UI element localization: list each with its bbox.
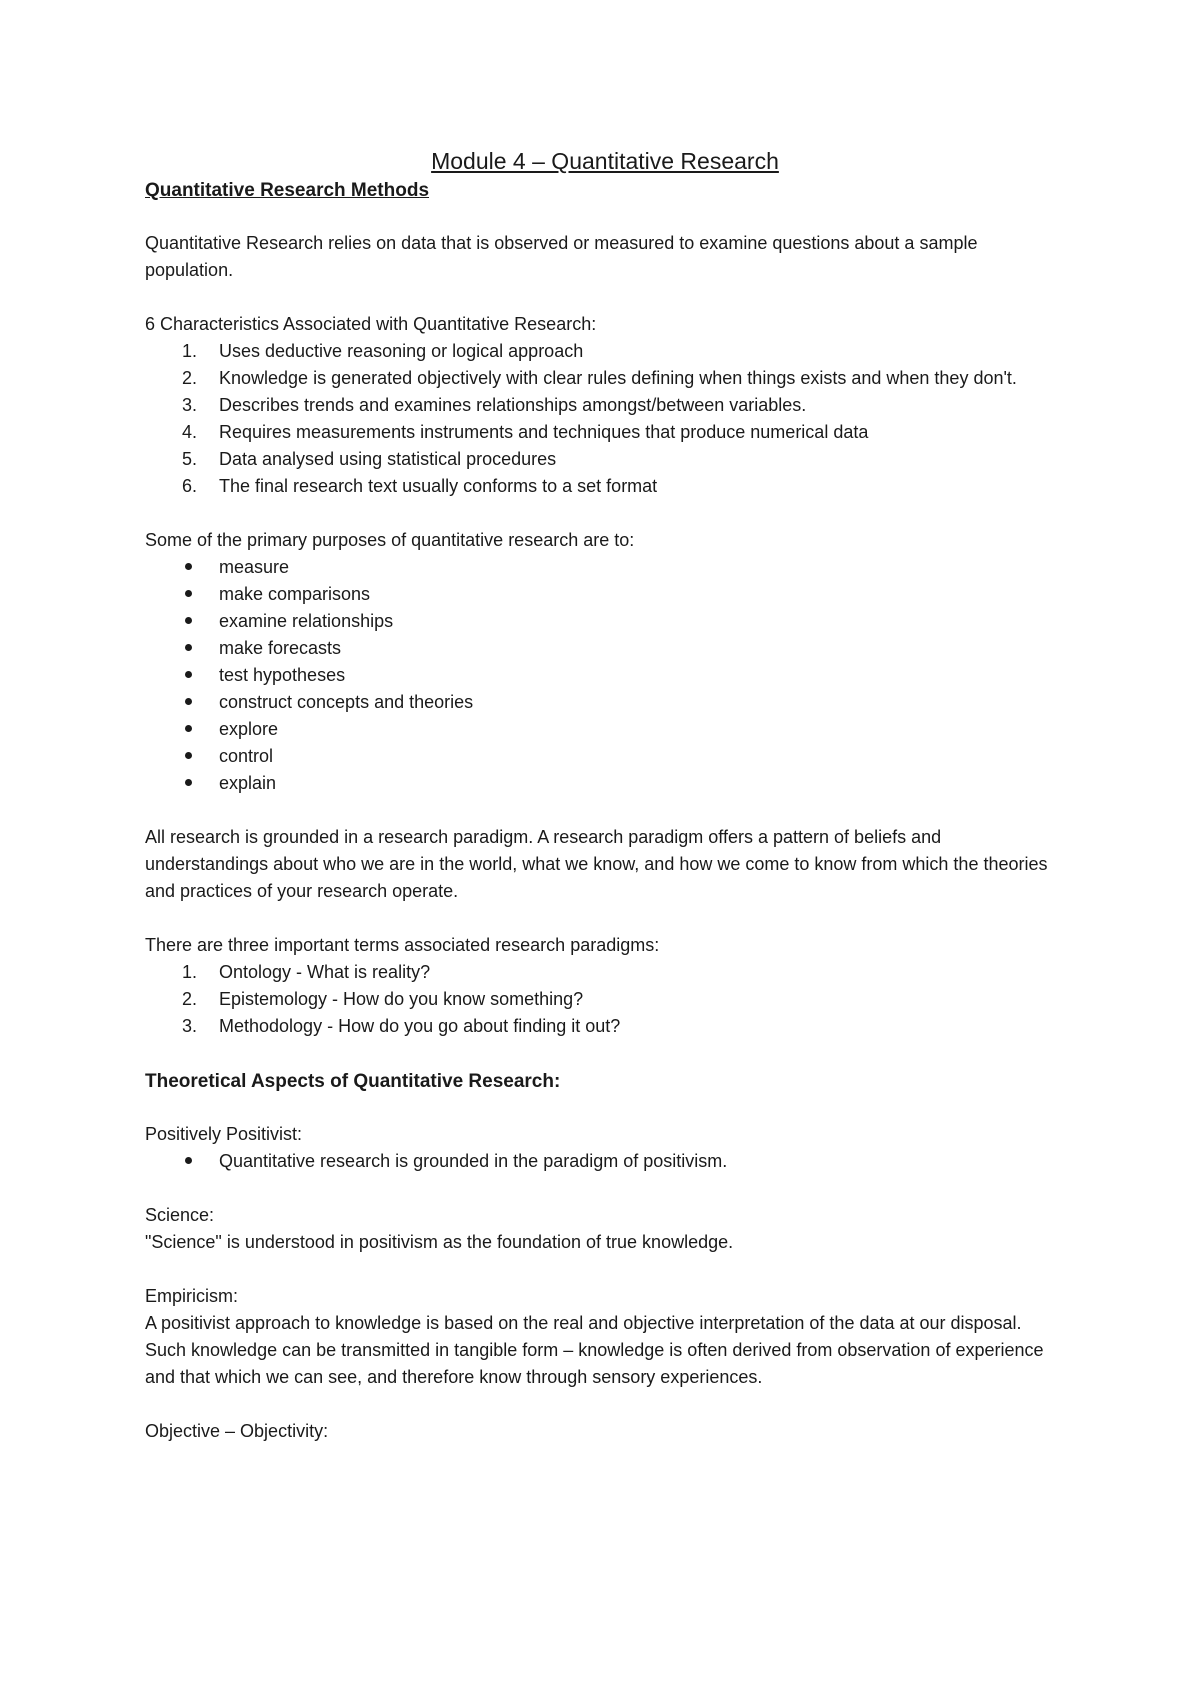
section-heading-methods: Quantitative Research Methods bbox=[145, 180, 430, 201]
list-item-text: Requires measurements instruments and techniques that produce numerical data bbox=[219, 422, 869, 442]
list-item-text: The final research text usually conforms to a set format bbox=[219, 476, 658, 496]
list-item bbox=[145, 1013, 1065, 1040]
list-item bbox=[145, 959, 1065, 986]
bullet-icon bbox=[185, 752, 192, 759]
list-item bbox=[145, 446, 1065, 473]
list-number: 6. bbox=[182, 476, 198, 496]
list-item-text: make forecasts bbox=[219, 638, 342, 658]
bullet-icon bbox=[185, 563, 192, 570]
list-number: 2. bbox=[182, 989, 198, 1009]
list-item bbox=[145, 554, 1065, 581]
bullet-icon bbox=[185, 671, 192, 678]
list-item-text: construct concepts and theories bbox=[219, 692, 474, 712]
list-item bbox=[145, 392, 1065, 419]
list-item bbox=[145, 1148, 1065, 1175]
purposes-heading: Some of the primary purposes of quantitative research are to: bbox=[145, 530, 635, 550]
terms-heading: There are three important terms associated research paradigms: bbox=[145, 935, 660, 955]
list-number: 3. bbox=[182, 1016, 198, 1036]
list-item-text: examine relationships bbox=[219, 611, 394, 631]
document-content bbox=[145, 146, 1065, 1445]
bullet-icon bbox=[185, 725, 192, 732]
list-item bbox=[145, 365, 1065, 392]
terms-list bbox=[145, 959, 1065, 1040]
list-item-text: make comparisons bbox=[219, 584, 371, 604]
purposes-list bbox=[145, 554, 1065, 797]
list-item bbox=[145, 662, 1065, 689]
section-heading-theory: Theoretical Aspects of Quantitative Research: bbox=[145, 1071, 561, 1092]
characteristics-list bbox=[145, 338, 1065, 500]
list-item bbox=[145, 716, 1065, 743]
list-item-text: explore bbox=[219, 719, 279, 739]
list-item-text: measure bbox=[219, 557, 290, 577]
list-item bbox=[145, 770, 1065, 797]
list-item bbox=[145, 743, 1065, 770]
bullet-icon bbox=[185, 590, 192, 597]
list-item-text: Uses deductive reasoning or logical approach bbox=[219, 341, 584, 361]
list-item bbox=[145, 689, 1065, 716]
list-item bbox=[145, 608, 1065, 635]
list-item-text: Knowledge is generated objectively with clear rules defining when things exists and when they don't. bbox=[219, 368, 1017, 388]
list-number: 2. bbox=[182, 368, 198, 388]
list-number: 4. bbox=[182, 422, 198, 442]
page-title: Module 4 – Quantitative Research bbox=[431, 148, 779, 174]
list-item bbox=[145, 581, 1065, 608]
list-number: 1. bbox=[182, 341, 198, 361]
positivist-label: Positively Positivist: bbox=[145, 1124, 303, 1144]
list-item-text: explain bbox=[219, 773, 277, 793]
science-text: "Science" is understood in positivism as the foundation of true knowledge. bbox=[145, 1232, 734, 1252]
list-item-text: test hypotheses bbox=[219, 665, 346, 685]
list-item-text: Epistemology - How do you know something? bbox=[219, 989, 584, 1009]
list-item-text: Data analysed using statistical procedures bbox=[219, 449, 557, 469]
list-item-text: Describes trends and examines relationships amongst/between variables. bbox=[219, 395, 807, 415]
empiricism-label: Empiricism: bbox=[145, 1286, 238, 1306]
list-number: 3. bbox=[182, 395, 198, 415]
bullet-icon bbox=[185, 779, 192, 786]
list-item bbox=[145, 635, 1065, 662]
list-item bbox=[145, 419, 1065, 446]
list-item-text: Methodology - How do you go about finding it out? bbox=[219, 1016, 621, 1036]
paradigm-paragraph: All research is grounded in a research paradigm. A research paradigm offers a pattern of beliefs and understandings about who we are in the world, what we know, and how we come to know from which the theories and practices of your research operate. bbox=[145, 827, 1048, 901]
list-number: 5. bbox=[182, 449, 198, 469]
list-item-text: Quantitative research is grounded in the paradigm of positivism. bbox=[219, 1151, 728, 1171]
bullet-icon bbox=[185, 644, 192, 651]
list-item bbox=[145, 473, 1065, 500]
list-item-text: control bbox=[219, 746, 274, 766]
positivist-list bbox=[145, 1148, 1065, 1175]
science-label: Science: bbox=[145, 1205, 215, 1225]
intro-paragraph: Quantitative Research relies on data that is observed or measured to examine questions about a sample population. bbox=[145, 233, 978, 280]
bullet-icon bbox=[185, 617, 192, 624]
bullet-icon bbox=[185, 698, 192, 705]
list-item-text: Ontology - What is reality? bbox=[219, 962, 431, 982]
list-number: 1. bbox=[182, 962, 198, 982]
characteristics-heading: 6 Characteristics Associated with Quantitative Research: bbox=[145, 314, 597, 334]
empiricism-text: A positivist approach to knowledge is based on the real and objective interpretation of the data at our disposal. Such knowledge can be transmitted in tangible form – knowledge is often derived from observation of experience and that which we can see, and therefore know through sensory experiences. bbox=[145, 1313, 1044, 1387]
bullet-icon bbox=[185, 1157, 192, 1164]
objective-label: Objective – Objectivity: bbox=[145, 1421, 329, 1441]
list-item bbox=[145, 338, 1065, 365]
list-item bbox=[145, 986, 1065, 1013]
